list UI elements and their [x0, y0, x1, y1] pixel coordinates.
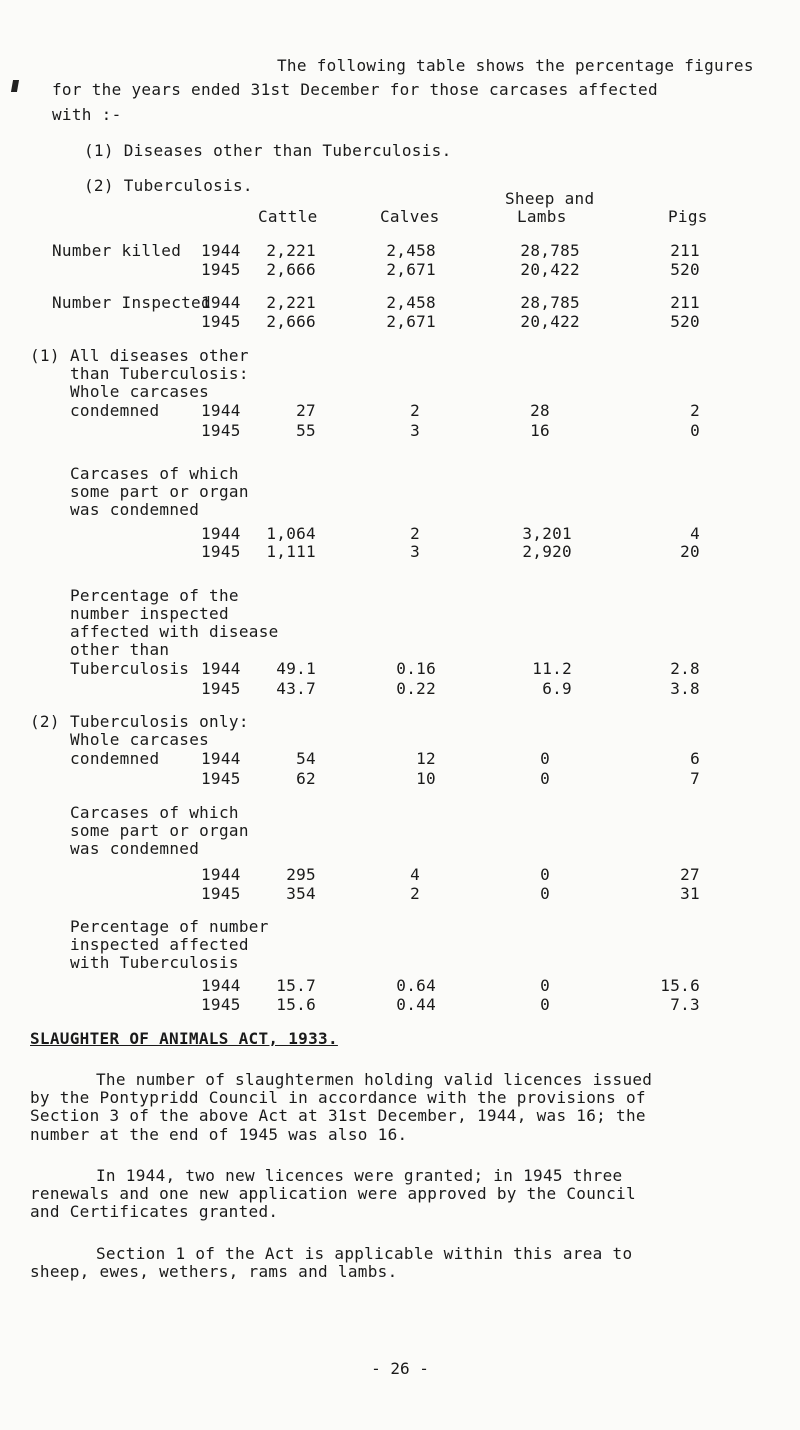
- pigs-cell: 15.6: [660, 976, 700, 995]
- year-cell: 1944: [201, 401, 241, 420]
- pigs-cell: 2.8: [670, 659, 700, 678]
- pigs-cell: 27: [680, 865, 700, 884]
- year-cell: 1944: [201, 865, 241, 884]
- intro-line-2: for the years ended 31st December for those carcases affected: [52, 80, 658, 99]
- intro-line-3: with :-: [52, 105, 122, 124]
- section-2-label: (2): [30, 712, 60, 731]
- sheep-cell: 28: [530, 401, 550, 420]
- s1-pct-label-5: Tuberculosis: [70, 659, 190, 678]
- s1-part-label-1: Carcases of which: [70, 464, 239, 483]
- section-1-label: (1): [30, 346, 60, 365]
- sheep-cell: 0: [540, 995, 550, 1014]
- pigs-cell: 3.8: [670, 679, 700, 698]
- header-sheep-line1: Sheep and: [505, 189, 595, 208]
- calves-cell: 2,458: [386, 241, 436, 260]
- pigs-cell: 7: [690, 769, 700, 788]
- year-cell: 1945: [201, 884, 241, 903]
- cattle-cell: 54: [296, 749, 316, 768]
- s1-pct-label-3: affected with disease: [70, 622, 279, 641]
- s2-pct-label-2: inspected affected: [70, 935, 249, 954]
- pigs-cell: 211: [670, 293, 700, 312]
- row-label-inspected: Number Inspected: [52, 293, 211, 312]
- year-cell: 1945: [201, 312, 241, 331]
- calves-cell: 0.22: [396, 679, 436, 698]
- calves-cell: 2: [410, 884, 420, 903]
- s2-pct-label-3: with Tuberculosis: [70, 953, 239, 972]
- calves-cell: 0.44: [396, 995, 436, 1014]
- sheep-cell: 28,785: [520, 241, 580, 260]
- calves-cell: 2: [410, 401, 420, 420]
- para3-line1: Section 1 of the Act is applicable within this area to: [96, 1244, 633, 1263]
- calves-cell: 4: [410, 865, 420, 884]
- calves-cell: 2,458: [386, 293, 436, 312]
- intro-line-1: The following table shows the percentage figures: [277, 56, 754, 75]
- calves-cell: 10: [416, 769, 436, 788]
- cattle-cell: 55: [296, 421, 316, 440]
- s2-pct-label-1: Percentage of number: [70, 917, 269, 936]
- sheep-cell: 20,422: [520, 260, 580, 279]
- sheep-cell: 28,785: [520, 293, 580, 312]
- header-sheep-line2: Lambs: [517, 207, 567, 226]
- year-cell: 1945: [201, 995, 241, 1014]
- sheep-cell: 11.2: [532, 659, 572, 678]
- pigs-cell: 211: [670, 241, 700, 260]
- pigs-cell: 2: [690, 401, 700, 420]
- para2-line1: In 1944, two new licences were granted; in 1945 three: [96, 1166, 623, 1185]
- cattle-cell: 1,111: [266, 542, 316, 561]
- calves-cell: 3: [410, 421, 420, 440]
- intro-item-2: (2) Tuberculosis.: [84, 176, 253, 195]
- sheep-cell: 2,920: [522, 542, 572, 561]
- cattle-cell: 2,221: [266, 293, 316, 312]
- cattle-cell: 15.7: [276, 976, 316, 995]
- year-cell: 1944: [201, 659, 241, 678]
- cattle-cell: 2,221: [266, 241, 316, 260]
- pigs-cell: 31: [680, 884, 700, 903]
- year-cell: 1945: [201, 542, 241, 561]
- page-number: - 26 -: [371, 1359, 429, 1378]
- margin-mark: [11, 80, 19, 92]
- para2-line3: and Certificates granted.: [30, 1202, 279, 1221]
- cattle-cell: 295: [286, 865, 316, 884]
- sheep-cell: 16: [530, 421, 550, 440]
- para2-line2: renewals and one new application were approved by the Council: [30, 1184, 636, 1203]
- cattle-cell: 354: [286, 884, 316, 903]
- s2-part-label-1: Carcases of which: [70, 803, 239, 822]
- year-cell: 1944: [201, 241, 241, 260]
- s2-part-label-3: was condemned: [70, 839, 200, 858]
- sheep-cell: 20,422: [520, 312, 580, 331]
- para1-line4: number at the end of 1945 was also 16.: [30, 1125, 408, 1144]
- year-cell: 1945: [201, 260, 241, 279]
- cattle-cell: 62: [296, 769, 316, 788]
- s1-pct-label-2: number inspected: [70, 604, 229, 623]
- cattle-cell: 49.1: [276, 659, 316, 678]
- s2-whole-label-3: condemned: [70, 749, 160, 768]
- year-cell: 1944: [201, 293, 241, 312]
- calves-cell: 2,671: [386, 312, 436, 331]
- intro-item-1: (1) Diseases other than Tuberculosis.: [84, 141, 452, 160]
- pigs-cell: 7.3: [670, 995, 700, 1014]
- para1-line3: Section 3 of the above Act at 31st December, 1944, was 16; the: [30, 1106, 646, 1125]
- para1-line2: by the Pontypridd Council in accordance with the provisions of: [30, 1088, 646, 1107]
- s2-whole-label-2: Whole carcases: [70, 730, 210, 749]
- sheep-cell: 0: [540, 769, 550, 788]
- row-label-killed: Number killed: [52, 241, 182, 260]
- sheep-cell: 0: [540, 884, 550, 903]
- year-cell: 1945: [201, 421, 241, 440]
- cattle-cell: 43.7: [276, 679, 316, 698]
- sheep-cell: 3,201: [522, 524, 572, 543]
- pigs-cell: 520: [670, 260, 700, 279]
- cattle-cell: 1,064: [266, 524, 316, 543]
- header-pigs: Pigs: [668, 207, 708, 226]
- header-calves: Calves: [380, 207, 440, 226]
- cattle-cell: 2,666: [266, 312, 316, 331]
- s2-whole-label-1: Tuberculosis only:: [70, 712, 249, 731]
- section-title: SLAUGHTER OF ANIMALS ACT, 1933.: [30, 1029, 338, 1048]
- pigs-cell: 4: [690, 524, 700, 543]
- calves-cell: 2: [410, 524, 420, 543]
- s1-pct-label-1: Percentage of the: [70, 586, 239, 605]
- year-cell: 1945: [201, 679, 241, 698]
- s1-whole-label-4: condemned: [70, 401, 160, 420]
- pigs-cell: 6: [690, 749, 700, 768]
- year-cell: 1944: [201, 749, 241, 768]
- s1-part-label-3: was condemned: [70, 500, 200, 519]
- pigs-cell: 20: [680, 542, 700, 561]
- cattle-cell: 27: [296, 401, 316, 420]
- calves-cell: 0.16: [396, 659, 436, 678]
- s1-whole-label-3: Whole carcases: [70, 382, 210, 401]
- s2-part-label-2: some part or organ: [70, 821, 249, 840]
- para3-line2: sheep, ewes, wethers, rams and lambs.: [30, 1262, 398, 1281]
- year-cell: 1944: [201, 524, 241, 543]
- sheep-cell: 0: [540, 865, 550, 884]
- header-cattle: Cattle: [258, 207, 318, 226]
- s1-pct-label-4: other than: [70, 640, 170, 659]
- calves-cell: 12: [416, 749, 436, 768]
- s1-part-label-2: some part or organ: [70, 482, 249, 501]
- sheep-cell: 6.9: [542, 679, 572, 698]
- para1-line1: The number of slaughtermen holding valid licences issued: [96, 1070, 653, 1089]
- calves-cell: 2,671: [386, 260, 436, 279]
- cattle-cell: 15.6: [276, 995, 316, 1014]
- pigs-cell: 0: [690, 421, 700, 440]
- pigs-cell: 520: [670, 312, 700, 331]
- s1-whole-label-2: than Tuberculosis:: [70, 364, 249, 383]
- calves-cell: 0.64: [396, 976, 436, 995]
- cattle-cell: 2,666: [266, 260, 316, 279]
- s1-whole-label-1: All diseases other: [70, 346, 249, 365]
- year-cell: 1944: [201, 976, 241, 995]
- year-cell: 1945: [201, 769, 241, 788]
- sheep-cell: 0: [540, 749, 550, 768]
- calves-cell: 3: [410, 542, 420, 561]
- sheep-cell: 0: [540, 976, 550, 995]
